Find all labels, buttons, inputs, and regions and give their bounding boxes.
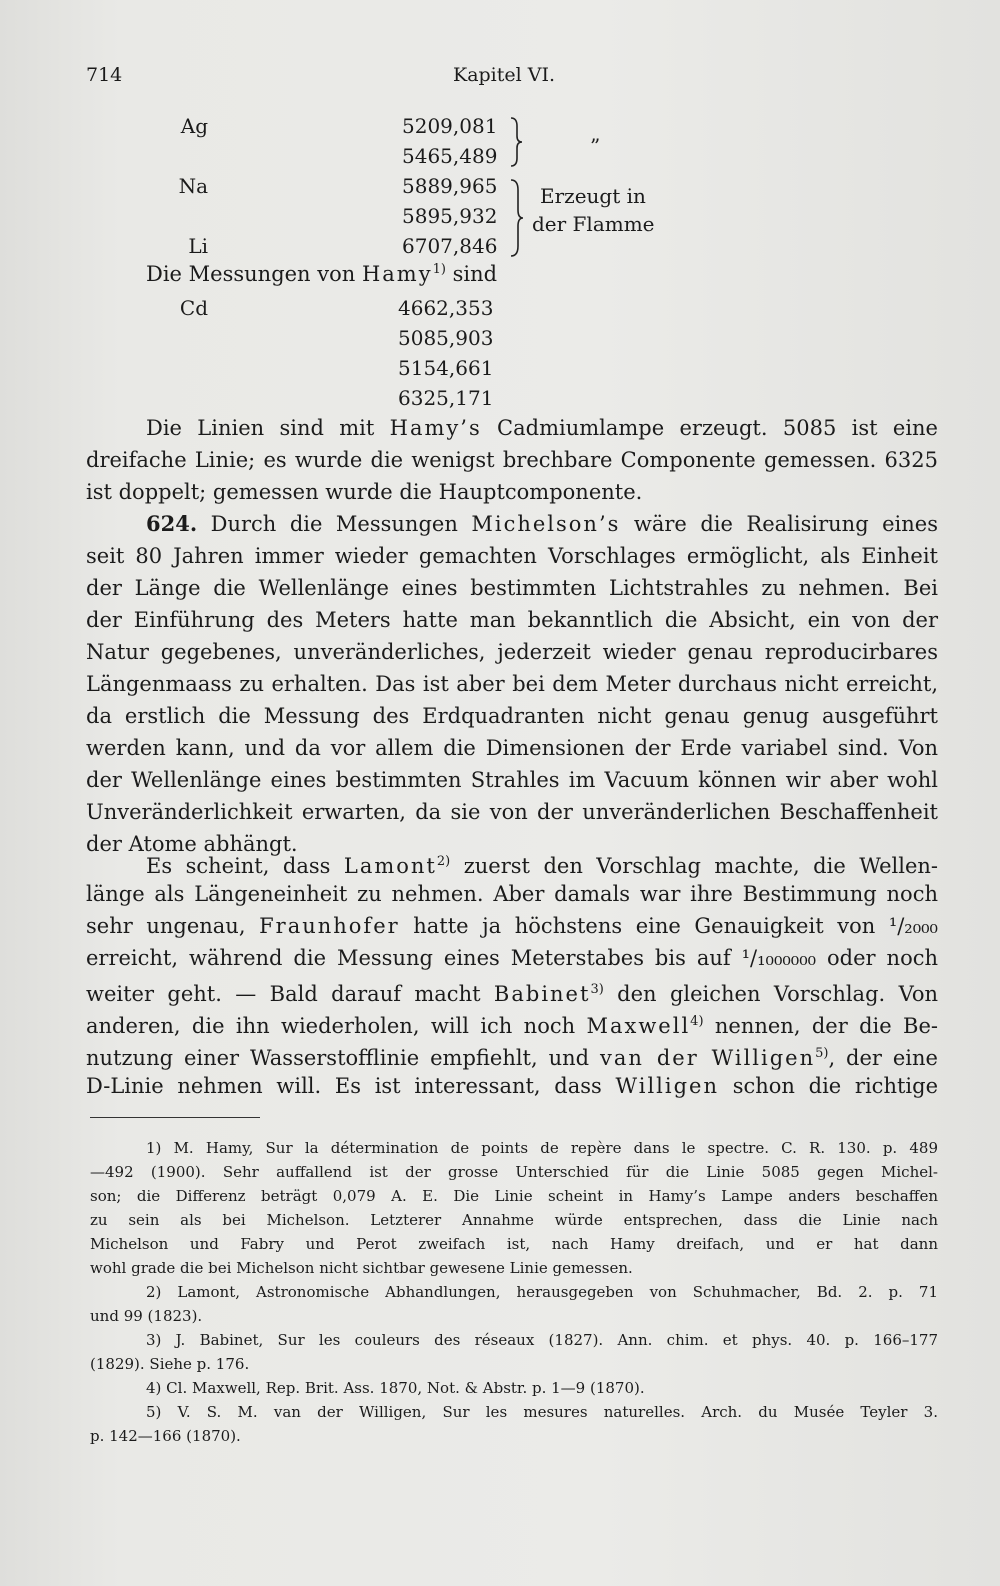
fraction: ¹/₁₀₀₀₀₀₀ <box>741 946 817 970</box>
text-line: Unveränderlichkeit erwarten, da sie von der unveränderlichen Beschaffenheit <box>86 800 938 824</box>
author-name: Willigen <box>615 1074 720 1098</box>
text-run: Die Linien sind mit <box>146 416 390 440</box>
running-header <box>86 64 936 94</box>
wavelength-value: 5465,489 <box>402 144 498 168</box>
text-line: seit 80 Jahren immer wieder gemachten Vorschlages ermöglicht, als Einheit <box>86 544 938 568</box>
author-name: Lamont <box>343 854 437 878</box>
footnote-1 <box>90 1136 938 1280</box>
text-line: werden kann, und da vor allem die Dimensionen der Erde variabel sind. Von <box>86 736 938 760</box>
footnote-line: 3) J. Babinet, Sur les couleurs des réseaux (1827). Ann. chim. et phys. 40. p. 166–177 <box>146 1331 938 1349</box>
footnote-line: p. 142—166 (1870). <box>90 1427 241 1445</box>
author-name: van der Willigen <box>600 1046 816 1070</box>
wavelength-value: 5154,661 <box>398 356 494 380</box>
text-run: Es scheint, dass <box>146 854 344 878</box>
footnote-3 <box>90 1328 938 1376</box>
fraction: ¹/₂₀₀₀ <box>888 914 938 938</box>
footnote-ref: 2) <box>436 854 451 869</box>
paragraph-624 <box>86 508 938 860</box>
author-name: Babinet <box>493 982 591 1006</box>
text-line <box>86 846 938 878</box>
footnote-line: 4) Cl. Maxwell, Rep. Brit. Ass. 1870, Not. & Abstr. p. 1—9 (1870). <box>146 1379 645 1397</box>
section-number: 624. <box>146 511 198 536</box>
flame-note <box>532 182 655 238</box>
footnote-line: zu sein als bei Michelson. Letzterer Annahme würde entsprechen, dass die Linie nach <box>90 1211 938 1229</box>
footnote-5 <box>90 1400 938 1448</box>
text-line: da erstlich die Messung des Erdquadranten nicht genau genug ausgeführt <box>86 704 938 728</box>
footnote-rule <box>90 1117 260 1118</box>
text-run: nennen, der die Be- <box>703 1014 938 1038</box>
footnote-line: son; die Differenz beträgt 0,079 A. E. Die Linie scheint in Hamy’s Lampe anders beschaffen <box>90 1187 938 1205</box>
paragraph-lamont <box>86 846 938 1102</box>
footnote-line: —492 (1900). Sehr auffallend ist der grosse Unterschied für die Linie 5085 gegen Michel- <box>90 1163 938 1181</box>
text-line <box>86 508 938 540</box>
text-line <box>86 1038 938 1070</box>
text-line: länge als Längeneinheit zu nehmen. Aber damals war ihre Bestimmung noch <box>86 882 938 906</box>
text-run: nutzung einer Wasserstofflinie empfiehlt, und <box>86 1046 600 1070</box>
footnote-ref: 4) <box>690 1014 704 1029</box>
text-line: der Länge die Wellenlänge eines bestimmten Lichtstrahles zu nehmen. Bei <box>86 576 938 600</box>
element-symbol: Li <box>188 234 208 258</box>
brace-flame <box>508 178 526 258</box>
text-run: anderen, die ihn wiederholen, will ich noch <box>86 1014 587 1038</box>
text-line <box>86 1070 938 1102</box>
text-run: oder noch <box>816 946 938 970</box>
text-run: Durch die Messungen <box>197 512 472 536</box>
text-line <box>86 1006 938 1038</box>
text-run: , der eine <box>828 1046 938 1070</box>
text-run: wäre die Realisirung eines <box>620 512 939 536</box>
flame-note-line1: Erzeugt in <box>540 184 646 208</box>
spectrum-table-cadmium <box>179 296 500 416</box>
footnote-line: 1) M. Hamy, Sur la détermination de points de repère dans le spectre. C. R. 130. p. 489 <box>146 1139 938 1157</box>
text-run: den gleichen Vorschlag. Von <box>603 982 938 1006</box>
text-line <box>86 412 938 444</box>
text-run: Cadmiumlampe erzeugt. 5085 ist eine <box>481 416 938 440</box>
wavelength-value: 5895,932 <box>402 204 498 228</box>
wavelength-value: 5085,903 <box>398 326 494 350</box>
text-run: hatte ja höchstens eine Genauigkeit von <box>399 914 889 938</box>
text-line: der Atome abhängt. <box>86 832 298 856</box>
footnote-2 <box>90 1280 938 1328</box>
text-run: D-Linie nehmen will. Es ist interessant, dass <box>86 1074 616 1098</box>
element-symbol: Na <box>178 174 208 198</box>
text-line <box>86 942 938 974</box>
footnote-ref: 1) <box>432 262 446 277</box>
chapter-title: Kapitel VI. <box>453 64 556 86</box>
footnote-line: (1829). Siehe p. 176. <box>90 1355 250 1373</box>
wavelength-value: 5889,965 <box>402 174 498 198</box>
text-run: schon die richtige <box>719 1074 938 1098</box>
text-run: sehr ungenau, <box>86 914 260 938</box>
footnote-line: Michelson und Fabry und Perot zweifach ist, nach Hamy dreifach, und er hat dann <box>90 1235 938 1253</box>
footnote-line: und 99 (1823). <box>90 1307 203 1325</box>
text-line: ist doppelt; gemessen wurde die Hauptcomponente. <box>86 480 643 504</box>
text-line: Längenmaass zu erhalten. Das ist aber bei dem Meter durchaus nicht erreicht, <box>86 672 938 696</box>
text-run: weiter geht. — Bald darauf macht <box>86 982 494 1006</box>
wavelength-value: 6707,846 <box>402 234 498 258</box>
footnote-ref: 5) <box>815 1046 829 1061</box>
page-number: 714 <box>86 64 123 86</box>
author-name: Hamy’s <box>389 416 482 440</box>
paragraph-cadmium-note <box>86 412 938 508</box>
footnote-line: 2) Lamont, Astronomische Abhandlungen, herausgegeben von Schuhmacher, Bd. 2. p. 71 <box>146 1283 938 1301</box>
footnote-line: 5) V. S. M. van der Willigen, Sur les mesures naturelles. Arch. du Musée Teyler 3. <box>146 1403 938 1421</box>
flame-note-line2: der Flamme <box>532 212 655 236</box>
author-name: Michelson’s <box>471 512 621 536</box>
hamy-intro-text: Die Messungen von <box>146 262 362 286</box>
text-line: der Wellenlänge eines bestimmten Strahles im Vacuum können wir aber wohl <box>86 768 938 792</box>
footnote-ref: 3) <box>590 982 604 997</box>
element-symbol: Ag <box>180 114 208 138</box>
footnote-line: wohl grade die bei Michelson nicht sichtbar gewesene Linie gemessen. <box>90 1259 633 1277</box>
author-name: Hamy <box>361 262 433 286</box>
spectrum-table-flame <box>178 114 500 264</box>
ditto-mark: ” <box>590 134 601 158</box>
text-line <box>86 974 938 1006</box>
text-line <box>86 910 938 942</box>
text-run: erreicht, während die Messung eines Meterstabes bis auf <box>86 946 742 970</box>
hamy-intro <box>146 262 497 286</box>
footnote-4 <box>90 1376 938 1400</box>
element-symbol: Cd <box>179 296 208 320</box>
wavelength-value: 6325,171 <box>398 386 494 410</box>
author-name: Maxwell <box>586 1014 691 1038</box>
text-line: dreifache Linie; es wurde die wenigst brechbare Componente gemessen. 6325 <box>86 448 938 472</box>
text-line: der Einführung des Meters hatte man bekanntlich die Absicht, ein von der <box>86 608 938 632</box>
hamy-intro-text: sind <box>445 262 498 286</box>
brace-silver <box>508 116 526 168</box>
wavelength-value: 5209,081 <box>402 114 498 138</box>
author-name: Fraunhofer <box>259 914 400 938</box>
text-line: Natur gegebenes, unveränderliches, jederzeit wieder genau reproducirbares <box>86 640 938 664</box>
footnotes <box>90 1136 938 1448</box>
text-run: zuerst den Vorschlag machte, die Wellen- <box>450 854 939 878</box>
wavelength-value: 4662,353 <box>398 296 494 320</box>
